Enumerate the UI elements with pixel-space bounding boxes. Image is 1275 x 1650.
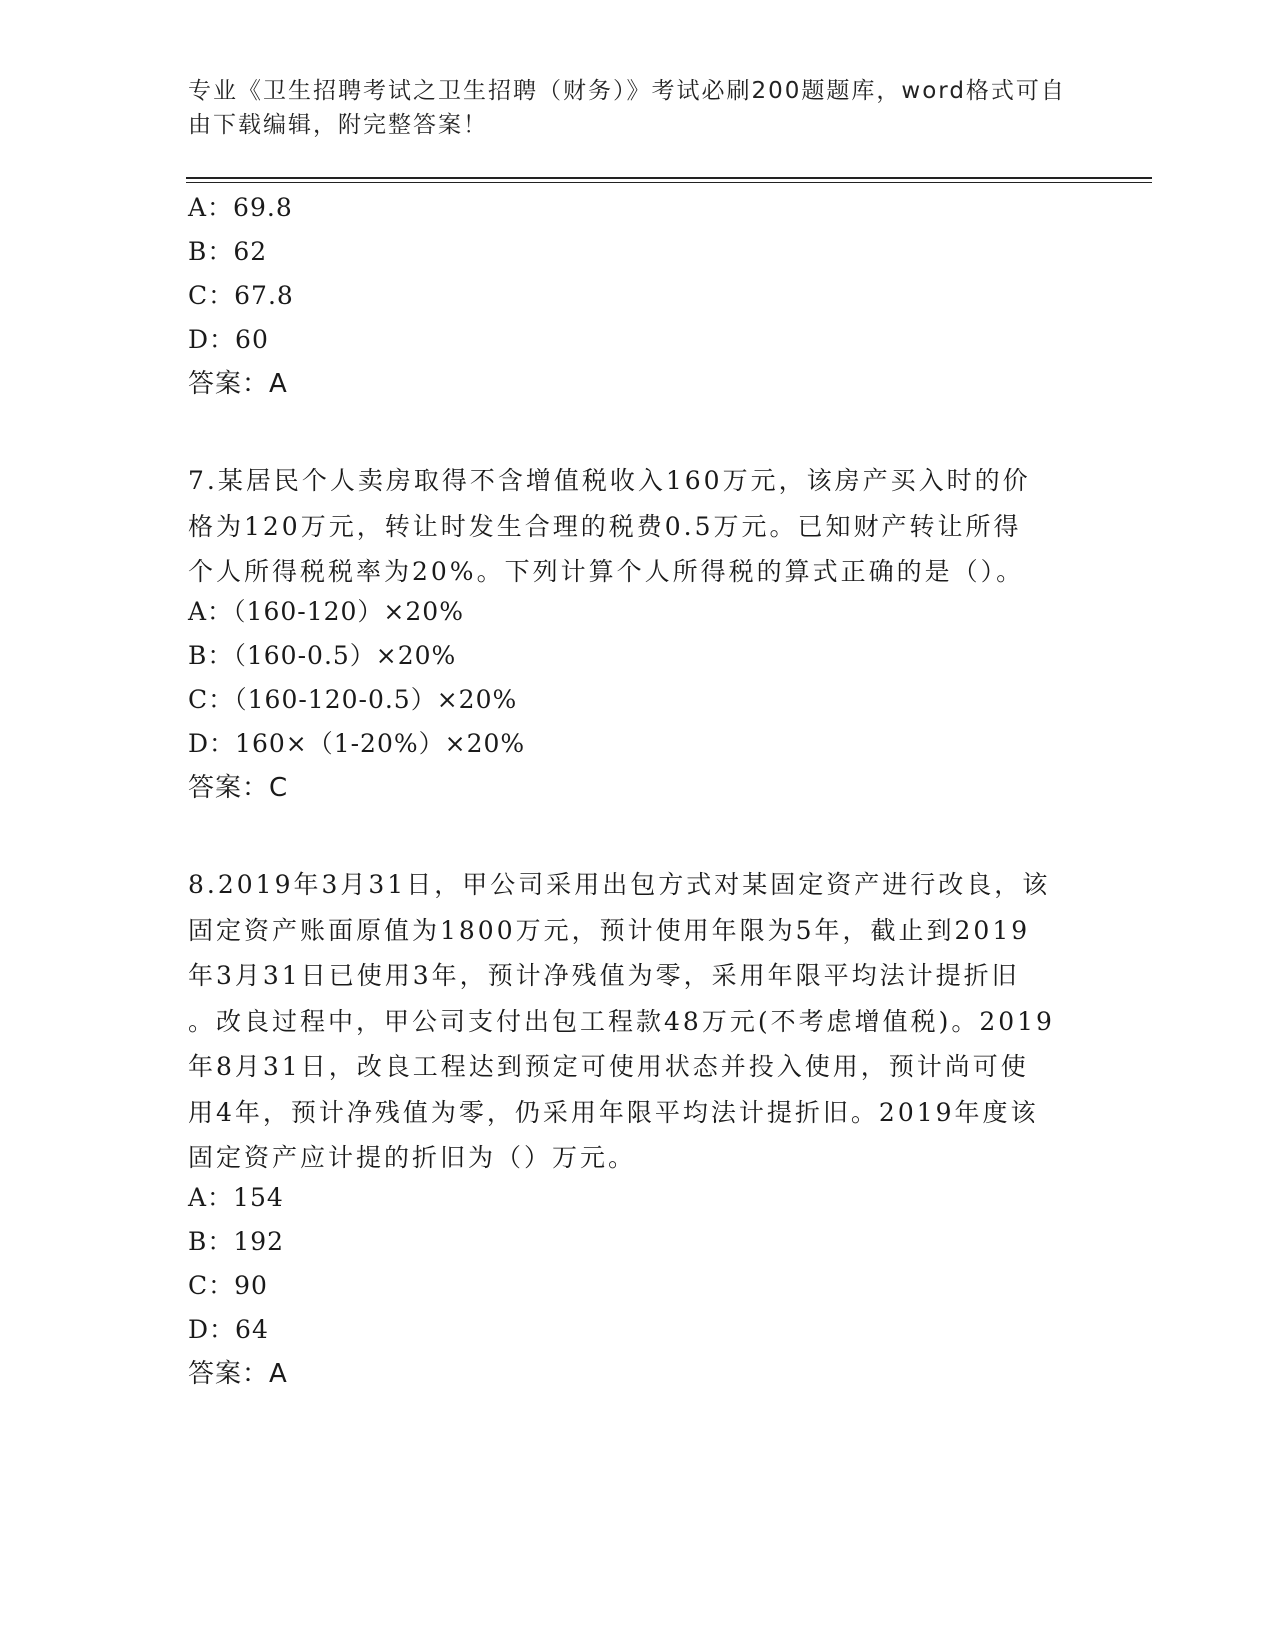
q8-stem-line: 年8月31日，改良工程达到预定可使用状态并投入使用，预计尚可使	[188, 1052, 1029, 1081]
q7-stem-line: 7.某居民个人卖房取得不含增值税收入160万元，该房产买入时的价	[188, 466, 1031, 495]
q6-option-b: B：62	[188, 237, 268, 266]
q8-stem-line: 用4年，预计净残值为零，仍采用年限平均法计提折旧。2019年度该	[188, 1097, 1039, 1127]
q8-option-c: C：90	[188, 1271, 268, 1300]
q7-stem-line: 个人所得税税率为20%。下列计算个人所得税的算式正确的是（）。	[188, 557, 1025, 586]
q7-stem	[188, 458, 1078, 595]
q7-stem-line: 格为120万元，转让时发生合理的税费0.5万元。已知财产转让所得	[188, 511, 1022, 541]
q8-answer: 答案：A	[188, 1359, 288, 1389]
header-rule-thin	[186, 182, 1152, 183]
q8-option-a: A：154	[188, 1183, 284, 1212]
q6-option-c: C：67.8	[188, 281, 294, 310]
q8-stem-line: 8.2019年3月31日，甲公司采用出包方式对某固定资产进行改良，该	[188, 870, 1051, 899]
header-line-1: 专业《卫生招聘考试之卫生招聘（财务）》考试必刷200题题库，word格式可自	[188, 78, 1066, 104]
q8-stem-line: 固定资产账面原值为1800万元，预计使用年限为5年，截止到2019	[188, 915, 1031, 945]
q8-option-b: B：192	[188, 1227, 285, 1256]
q7-option-a: A：（160-120）×20%	[188, 597, 464, 626]
q7-option-c: C：（160-120-0.5）×20%	[188, 685, 518, 714]
document-header	[188, 74, 1078, 142]
q8-stem-line: 固定资产应计提的折旧为（）万元。	[188, 1143, 637, 1172]
header-rule-thick	[186, 177, 1152, 179]
q7-option-b: B：（160-0.5）×20%	[188, 641, 457, 670]
q7-option-d: D：160×（1-20%）×20%	[188, 729, 526, 758]
q8-stem-line: 。改良过程中，甲公司支付出包工程款48万元(不考虑增值税)。2019	[188, 1006, 1055, 1036]
header-line-2: 由下载编辑，附完整答案！	[188, 112, 488, 138]
q7-answer: 答案：C	[188, 773, 289, 803]
q8-stem-line: 年3月31日已使用3年，预计净残值为零，采用年限平均法计提折旧	[188, 961, 1020, 990]
q8-stem	[188, 862, 1078, 1181]
q8-option-d: D：64	[188, 1315, 269, 1344]
q6-option-d: D：60	[188, 325, 269, 354]
q6-answer: 答案：A	[188, 369, 288, 399]
q6-option-a: A：69.8	[188, 193, 293, 222]
